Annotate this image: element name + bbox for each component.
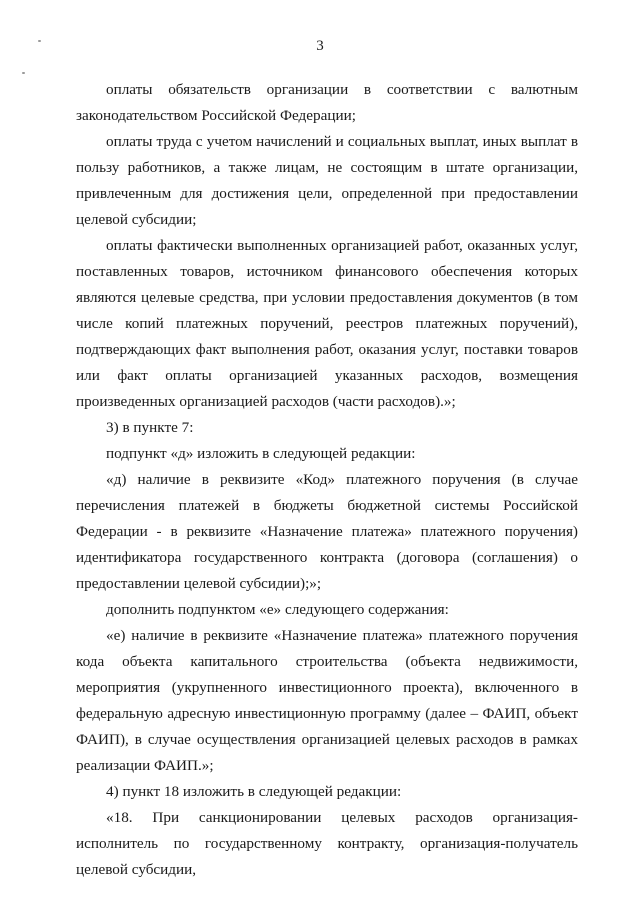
paragraph: подпункт «д» изложить в следующей редакции: bbox=[106, 445, 416, 462]
paragraph: 3) в пункте 7: bbox=[106, 419, 194, 436]
scan-speck bbox=[22, 72, 25, 74]
paragraph: «е) наличие в реквизите «Назначение платежа» платежного поручения кода объекта капитального строительства (объекта недвижимости, мероприятия (укрупненного инвестиционного проекта), включенного в федеральную адресную инвестиционную программу (далее – ФАИП, объект ФАИП), в случае осуществления организацией целевых расходов в рамках реализации ФАИП.»; bbox=[76, 627, 578, 774]
document-body bbox=[76, 77, 578, 883]
paragraph: 4) пункт 18 изложить в следующей редакции: bbox=[106, 783, 402, 800]
paragraph: «18. При санкционировании целевых расходов организация-исполнитель по государственному контракту, организация-получатель целевой субсидии, bbox=[76, 809, 578, 878]
paragraph: дополнить подпунктом «е» следующего содержания: bbox=[106, 601, 449, 618]
paragraph: оплаты обязательств организации в соответствии с валютным законодательством Российской Федерации; bbox=[76, 81, 578, 124]
paragraph: оплаты труда с учетом начислений и социальных выплат, иных выплат в пользу работников, а также лицам, не состоящим в штате организации, привлеченным для достижения цели, определенной при предоставлении целевой субсидии; bbox=[76, 133, 578, 228]
paragraph: оплаты фактически выполненных организацией работ, оказанных услуг, поставленных товаров, источником финансового обеспечения которых являются целевые средства, при условии предоставления документов (в том числе копий платежных поручений, реестров платежных поручений), подтверждающих факт выполнения работ, оказания услуг, поставки товаров или факт оплаты организацией указанных расходов, возмещения произведенных организацией расходов (части расходов).»; bbox=[76, 237, 578, 410]
paragraph: «д) наличие в реквизите «Код» платежного поручения (в случае перечисления платежей в бюджеты бюджетной системы Российской Федерации - в реквизите «Назначение платежа» платежного поручения) идентификатора государственного контракта (договора (соглашения) о предоставлении целевой субсидии);»; bbox=[76, 471, 578, 592]
page-number: 3 bbox=[316, 38, 324, 54]
